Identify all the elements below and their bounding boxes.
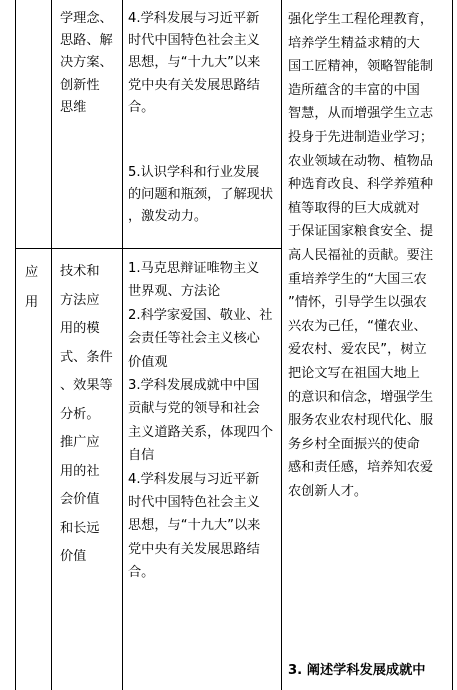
- row2-col2-line: 推广应: [60, 435, 100, 450]
- row2-col3-line: 价值观: [128, 354, 168, 370]
- row1-col3-line: 合。: [128, 99, 155, 115]
- row1-col2-line: 决方案、: [60, 55, 113, 71]
- row-divider: [15, 248, 282, 249]
- col4-line: ”情怀，引导学生以强农: [288, 295, 427, 311]
- row1-col3-cell-part2: [128, 162, 273, 229]
- row2-col3-line: 2.科学家爱国、敬业、社: [128, 307, 273, 323]
- row2-col2-line: 价值: [60, 549, 87, 564]
- column-divider-3: [281, 0, 282, 690]
- col4-line: 兴农为己任，“懂农业、: [288, 318, 427, 334]
- col4-line: 国工匠精神，领略智能制: [288, 59, 434, 75]
- row1-col2-cell: [60, 8, 113, 119]
- column-divider-1: [51, 0, 52, 690]
- row2-col3-line: 自信: [128, 448, 155, 464]
- row2-col3-line: 4.学科发展与习近平新: [128, 471, 260, 487]
- col4-line: 农业领域在动物、植物品: [288, 153, 434, 169]
- row2-col3-line: 世界观、方法论: [128, 284, 221, 300]
- row1-col2-line: 创新性: [60, 77, 100, 93]
- row1-col2-line: 学理念、: [60, 11, 113, 26]
- row2-col2-cell: [60, 258, 113, 572]
- row2-col1-line: 用: [25, 295, 39, 310]
- row2-col3-line: 3.学科发展成就中中国: [128, 378, 260, 394]
- col4-line: 造所蕴含的丰富的中国: [288, 82, 420, 98]
- row2-col3-line: 贡献与党的领导和社会: [128, 401, 260, 417]
- row2-col3-line: 主义道路关系，体现四个: [128, 424, 274, 440]
- row2-col3-line: 1.马克思辩证唯物主义: [128, 261, 260, 276]
- row2-col3-line: 党中央有关发展思路结: [128, 541, 260, 557]
- col4-line: 智慧，从而增强学生立志: [288, 106, 434, 122]
- col4-line: 强化学生工程伦理教育，: [288, 12, 434, 27]
- col4-line: 服务农业农村现代化、服: [288, 413, 434, 429]
- table-border-right: [452, 0, 453, 690]
- row2-col3-line: 会责任等社会主义核心: [128, 331, 260, 347]
- column-divider-2: [122, 0, 123, 690]
- row2-col2-line: 用的社: [60, 463, 100, 479]
- row2-col2-line: 和长远: [60, 520, 100, 536]
- col4-line: 感和责任感，培养知农爱: [288, 460, 434, 476]
- row1-col2-line: 思路、解: [60, 33, 113, 49]
- row2-col2-line: 式、条件: [60, 349, 113, 365]
- col4-line: 农创新人才。: [288, 483, 368, 499]
- col4-section-heading: 3. 阐述学科发展成就中: [288, 663, 426, 678]
- col4-line: 于保证国家粮食安全、提: [288, 224, 434, 240]
- col4-line: 重培养学生的“大国三农: [288, 271, 427, 287]
- row2-col2-line: 分析。: [60, 406, 100, 422]
- row2-col1-cell: [25, 258, 38, 318]
- col4-line: 种选育改良、科学养殖种: [288, 177, 434, 193]
- row2-col3-line: 思想，与“十九大”以来: [128, 518, 261, 534]
- row1-col3-line: 党中央有关发展思路结: [128, 77, 260, 93]
- row2-col1-line: 应: [25, 265, 39, 280]
- row1-col3-line: 4.学科发展与习近平新: [128, 11, 260, 26]
- col4-line: 爱农村、爱农民”，树立: [288, 342, 427, 358]
- row2-col3-cell: [128, 257, 273, 585]
- row2-col3-line: 时代中国特色社会主义: [128, 495, 260, 511]
- row1-col3-line: 时代中国特色社会主义: [128, 33, 260, 49]
- row1-col3-line: 的问题和瓶颈，了解现状: [128, 187, 274, 203]
- table-border-left: [15, 0, 16, 690]
- row2-col2-line: 用的模: [60, 321, 100, 336]
- col4-line: 植等取得的巨大成就对: [288, 200, 420, 216]
- row1-col3-line: 5.认识学科和行业发展: [128, 165, 260, 180]
- row2-col2-line: 会价值: [60, 492, 100, 507]
- col4-line: 培养学生精益求精的大: [288, 35, 420, 51]
- col4-line: 的意识和信念，增强学生: [288, 389, 434, 405]
- row2-col2-line: 方法应: [60, 292, 100, 308]
- row1-col3-cell: [128, 8, 260, 119]
- row2-col2-line: 技术和: [60, 264, 100, 279]
- row2-col2-line: 、效果等: [60, 378, 113, 393]
- row1-col2-line: 思维: [60, 99, 87, 115]
- col4-cell: [288, 8, 433, 503]
- col4-line: 务乡村全面振兴的使命: [288, 436, 420, 452]
- col4-line: 高人民福祉的贡献。要注: [288, 247, 434, 263]
- col4-line: 把论文写在祖国大地上: [288, 365, 420, 381]
- col4-line: 投身于先进制造业学习；: [288, 129, 434, 145]
- row1-col3-line: 思想，与“十九大”以来: [128, 55, 261, 71]
- row2-col3-line: 合。: [128, 565, 155, 581]
- row1-col3-line: ，激发动力。: [128, 209, 208, 225]
